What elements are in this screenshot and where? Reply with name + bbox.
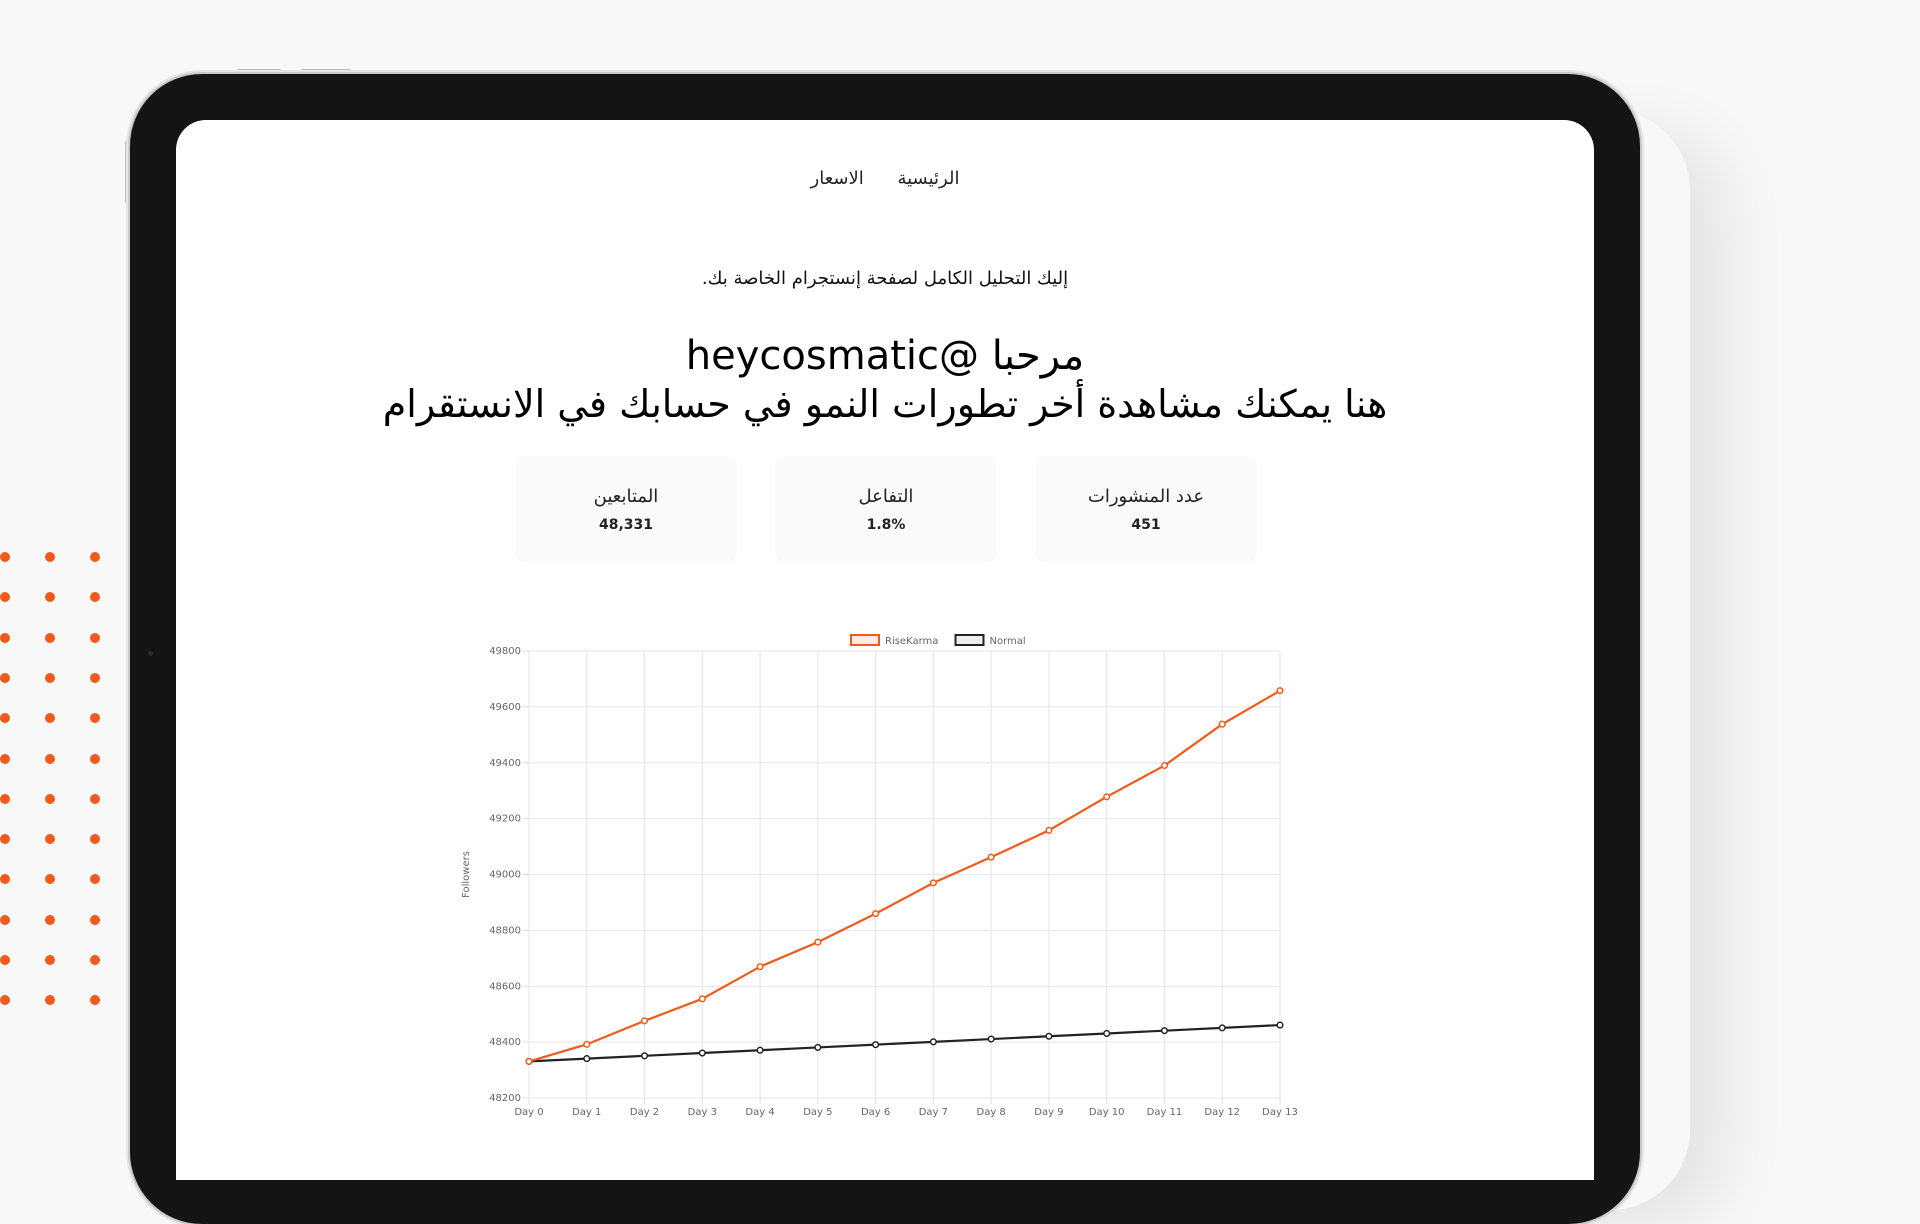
data-point bbox=[815, 939, 821, 945]
data-point bbox=[873, 911, 879, 917]
data-point bbox=[931, 880, 937, 886]
x-tick-label: Day 12 bbox=[1204, 1107, 1241, 1118]
decorative-dot-pattern bbox=[0, 552, 110, 1012]
intro-text: إليك التحليل الكامل لصفحة إنستجرام الخاصة بك. bbox=[701, 268, 1069, 289]
data-point bbox=[700, 1050, 706, 1056]
decorative-dot bbox=[0, 592, 10, 602]
y-axis-label: Followers bbox=[461, 851, 472, 898]
data-point bbox=[1046, 1033, 1052, 1039]
decorative-dot bbox=[90, 874, 100, 884]
decorative-dot bbox=[0, 955, 10, 965]
decorative-dot bbox=[0, 995, 10, 1005]
decorative-dot bbox=[45, 673, 55, 683]
legend-swatch bbox=[956, 635, 984, 645]
y-tick-label: 49800 bbox=[489, 646, 521, 657]
data-point bbox=[584, 1056, 590, 1062]
data-point bbox=[526, 1059, 532, 1065]
data-point bbox=[642, 1053, 648, 1059]
x-tick-label: Day 13 bbox=[1262, 1107, 1298, 1118]
nav-home-link[interactable]: الرئيسية bbox=[897, 168, 960, 189]
decorative-dot bbox=[45, 713, 55, 723]
data-point bbox=[1219, 1025, 1225, 1031]
y-tick-label: 48800 bbox=[489, 925, 521, 937]
decorative-dot bbox=[90, 754, 100, 764]
data-point bbox=[757, 964, 763, 970]
decorative-dot bbox=[90, 915, 100, 925]
stat-value: 451 bbox=[1131, 517, 1161, 533]
data-point bbox=[873, 1042, 879, 1048]
decorative-dot bbox=[45, 834, 55, 844]
decorative-dot bbox=[45, 633, 55, 643]
x-tick-label: Day 11 bbox=[1146, 1107, 1183, 1118]
legend-label: Normal bbox=[989, 636, 1026, 647]
series-line-risekarma bbox=[529, 691, 1280, 1062]
decorative-dot bbox=[90, 995, 100, 1005]
decorative-dot bbox=[0, 794, 10, 804]
x-tick-label: Day 4 bbox=[745, 1107, 775, 1118]
data-point bbox=[988, 1036, 994, 1042]
decorative-dot bbox=[90, 955, 100, 965]
camera-icon bbox=[148, 651, 153, 656]
data-point bbox=[1046, 828, 1052, 834]
decorative-dot bbox=[45, 915, 55, 925]
decorative-dot bbox=[0, 754, 10, 764]
decorative-dot bbox=[90, 592, 100, 602]
decorative-dot bbox=[45, 874, 55, 884]
y-tick-label: 49200 bbox=[489, 813, 521, 825]
decorative-dot bbox=[90, 834, 100, 844]
x-tick-label: Day 2 bbox=[629, 1107, 660, 1118]
data-point bbox=[642, 1018, 648, 1024]
decorative-dot bbox=[0, 633, 10, 643]
followers-line-chart bbox=[176, 120, 1594, 1180]
data-point bbox=[1104, 794, 1110, 800]
decorative-dot bbox=[0, 834, 10, 844]
decorative-dot bbox=[0, 713, 10, 723]
x-tick-label: Day 6 bbox=[860, 1107, 891, 1118]
data-point bbox=[757, 1047, 763, 1053]
y-tick-label: 49600 bbox=[489, 701, 521, 713]
data-point bbox=[988, 854, 994, 860]
decorative-dot bbox=[90, 673, 100, 683]
x-tick-label: Day 7 bbox=[918, 1107, 949, 1118]
data-point bbox=[1162, 1028, 1168, 1034]
subtitle-line: هنا يمكنك مشاهدة أخر تطورات النمو في حسابك في الانستقرام bbox=[382, 382, 1388, 426]
decorative-dot bbox=[45, 592, 55, 602]
decorative-dot bbox=[90, 552, 100, 562]
y-tick-label: 48200 bbox=[489, 1093, 521, 1104]
data-point bbox=[584, 1042, 590, 1048]
decorative-dot bbox=[45, 754, 55, 764]
decorative-dot bbox=[90, 713, 100, 723]
y-tick-label: 48600 bbox=[489, 981, 521, 993]
data-point bbox=[700, 996, 706, 1002]
stat-label: التفاعل bbox=[858, 486, 914, 507]
data-point bbox=[931, 1039, 937, 1045]
x-tick-label: Day 3 bbox=[687, 1107, 717, 1118]
greeting-line: مرحبا @heycosmatic bbox=[685, 333, 1085, 379]
x-tick-label: Day 0 bbox=[514, 1107, 544, 1118]
y-tick-label: 49000 bbox=[489, 869, 521, 881]
tablet-screen bbox=[176, 120, 1594, 1180]
y-tick-label: 49400 bbox=[489, 757, 521, 769]
data-point bbox=[1277, 688, 1283, 694]
decorative-dot bbox=[0, 673, 10, 683]
y-tick-label: 48400 bbox=[489, 1037, 521, 1049]
stat-value: 1.8% bbox=[866, 517, 906, 533]
data-point bbox=[1104, 1031, 1110, 1037]
decorative-dot bbox=[45, 955, 55, 965]
data-point bbox=[1162, 763, 1168, 769]
decorative-dot bbox=[0, 552, 10, 562]
decorative-dot bbox=[45, 995, 55, 1005]
legend-label: RiseKarma bbox=[885, 636, 939, 647]
data-point bbox=[1219, 721, 1225, 727]
decorative-dot bbox=[90, 794, 100, 804]
x-tick-label: Day 5 bbox=[803, 1107, 833, 1118]
decorative-dot bbox=[45, 794, 55, 804]
data-point bbox=[1277, 1022, 1283, 1028]
x-tick-label: Day 9 bbox=[1034, 1107, 1064, 1118]
stat-value: 48,331 bbox=[598, 517, 654, 533]
x-tick-label: Day 10 bbox=[1088, 1107, 1125, 1118]
decorative-dot bbox=[0, 915, 10, 925]
x-tick-label: Day 8 bbox=[976, 1107, 1006, 1118]
data-point bbox=[815, 1045, 821, 1051]
decorative-dot bbox=[90, 633, 100, 643]
nav-pricing-link[interactable]: الاسعار bbox=[810, 168, 864, 189]
stat-label: المتابعين bbox=[593, 486, 659, 507]
decorative-dot bbox=[45, 552, 55, 562]
stat-label: عدد المنشورات bbox=[1087, 486, 1205, 507]
legend-swatch bbox=[851, 635, 879, 645]
decorative-dot bbox=[0, 874, 10, 884]
x-tick-label: Day 1 bbox=[572, 1107, 602, 1118]
